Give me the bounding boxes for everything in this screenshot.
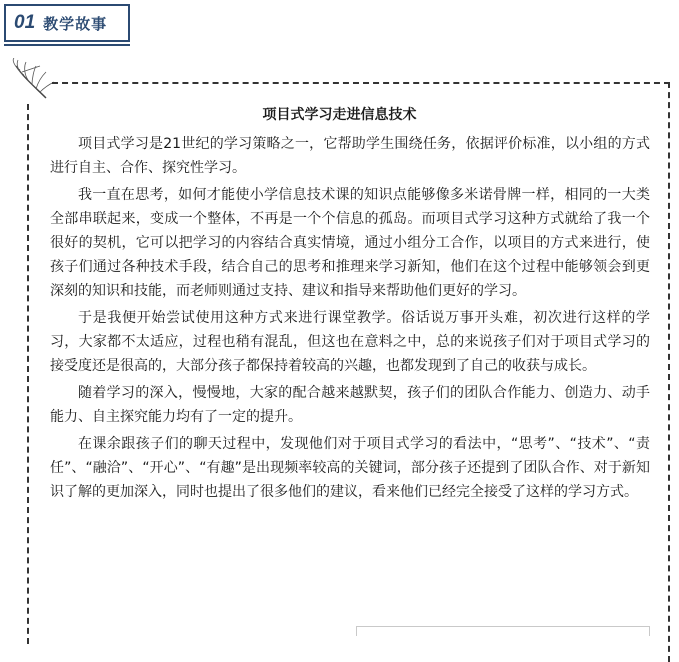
section-number: 01 [14, 12, 36, 33]
image-box-edge [356, 626, 650, 636]
article-frame-left [27, 104, 29, 644]
paragraph: 随着学习的深入，慢慢地，大家的配合越来越默契，孩子们的团队合作能力、创造力、动手能力、自主探究能力均有了一定的提升。 [50, 385, 650, 425]
paragraph: 于是我便开始尝试使用这种方式来进行课堂教学。俗话说万事开头难，初次进行这样的学习，大家都不太适应，过程也稍有混乱，但这也在意料之中，总的来说孩子们对于项目式学习的接受度还是很高的，大部分孩子都保持着较高的兴趣，也都发现到了自己的收获与成长。 [50, 310, 650, 374]
article-title: 项目式学习走进信息技术 [262, 107, 417, 123]
header-underline [4, 44, 130, 46]
paragraph: 在课余跟孩子们的聊天过程中，发现他们对于项目式学习的看法中，“思考”、“技术”、“责任”、“融洽”、“开心”、“有趣”是出现频率较高的关键词，部分孩子还提到了团队合作、对于新知识了解的更加深入，同时也提出了很多他们的建议，看来他们已经完全接受了这样的学习方式。 [50, 436, 650, 500]
paragraph: 项目式学习是21世纪的学习策略之一，它帮助学生围绕任务，依据评价标准，以小组的方式进行自主、合作、探究性学习。 [50, 136, 650, 176]
article-body [50, 132, 650, 507]
section-header [4, 4, 130, 42]
feather-icon [10, 58, 58, 102]
section-title: 教学故事 [43, 14, 108, 33]
paragraph: 我一直在思考，如何才能使小学信息技术课的知识点能够像多米诺骨牌一样，相同的一大类全部串联起来，变成一个整体，不再是一个个信息的孤岛。而项目式学习这种方式就给了我一个很好的契机，它可以把学习的内容结合真实情境，通过小组分工合作，以项目的方式来进行，使孩子们通过各种技术手段，结合自己的思考和推理来学习新知，他们在这个过程中能够领会到更深刻的知识和技能，而老师则通过支持、建议和指导来帮助他们更好的学习。 [50, 187, 650, 299]
